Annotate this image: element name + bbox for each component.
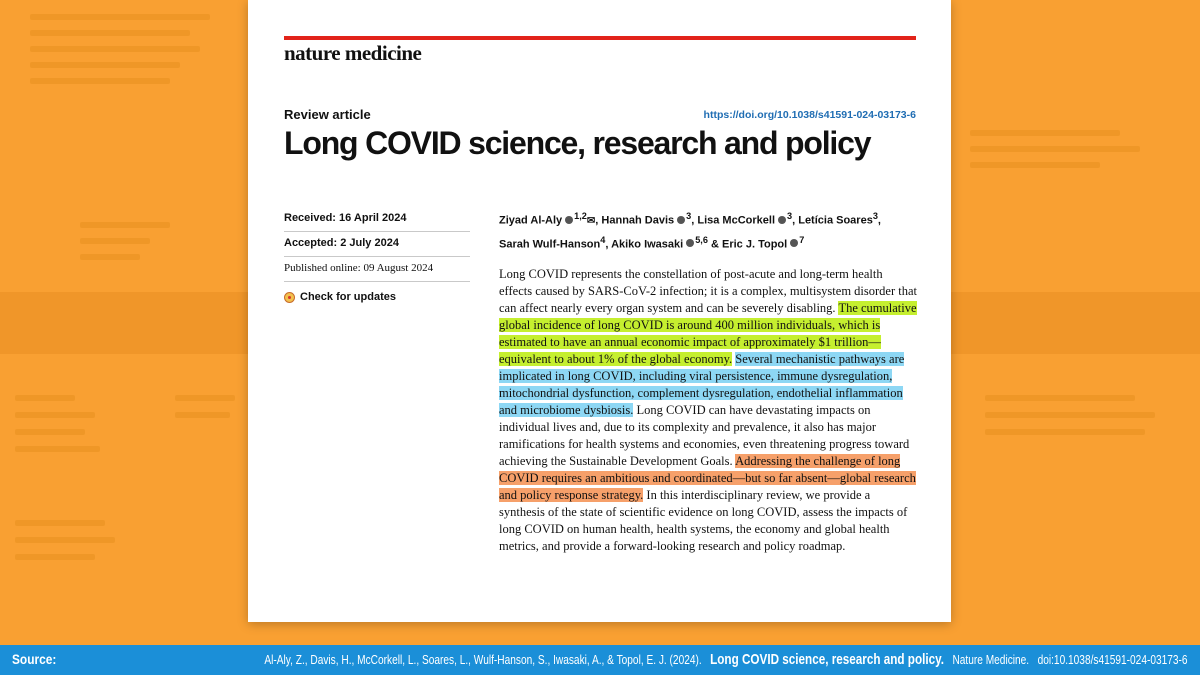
background-text-line — [985, 395, 1135, 401]
background-text-line — [30, 30, 190, 36]
highlight-blue: Several mechanistic pathways are implicated in long COVID, including viral persistence, immune dysregulation, mitochondrial dysfunction, complement dysregulation, endothelial inflammation and microbiome dysbiosis. — [499, 352, 905, 417]
article-type: Review article — [284, 107, 371, 122]
citation-journal: Nature Medicine. — [952, 652, 1030, 667]
check-updates-button[interactable] — [284, 282, 470, 307]
background-text-line — [15, 395, 75, 401]
background-text-line — [985, 412, 1155, 418]
crossmark-icon — [284, 292, 295, 303]
citation-authors: Al-Aly, Z., Davis, H., McCorkell, L., Soares, L., Wulf-Hanson, S., Iwasaki, A., & Topol, E. J. (2024). — [264, 652, 703, 667]
affiliation-ref: 3 — [872, 211, 878, 221]
background-text-line — [15, 429, 85, 435]
author-list: Ziyad Al-Aly $^{1,2}$✉, Hannah Davis $^3$, Lisa McCorkell $^3$, Letícia Soares$^3$, Sarah Wulf-Hanson$^4$, Akiko Iwasaki $^{5,6}$ & Eric J. Topol $^7$ — [499, 211, 881, 251]
background-text-line — [30, 62, 180, 68]
abstract-text: Long COVID can have devastating impacts on individual lives and, due to its complexity and prevalence, it also has major ramifications for health systems and economies, even threatening progress toward achieving the Sustainable Development Goals. — [499, 403, 910, 468]
author-name[interactable]: Ziyad Al-Aly — [499, 214, 563, 227]
background-text-line — [985, 429, 1145, 435]
doi-link[interactable]: https://doi.org/10.1038/s41591-024-03173-6 — [703, 109, 916, 121]
citation-title: Long COVID science, research and policy. — [710, 651, 945, 668]
abstract-text: In this interdisciplinary review, we provide a synthesis of the state of scientific evidence on long COVID, assess the impacts of long COVID on human health, health systems, the economy and global health metrics, and provide a forward-looking research and policy roadmap. — [499, 488, 908, 553]
published-date: Published online: 09 August 2024 — [284, 257, 470, 282]
background-text-line — [970, 162, 1100, 168]
highlight-orange: Addressing the challenge of long COVID requires an ambitious and coordinated—but so far absent—global research and policy response strategy. — [499, 454, 916, 502]
author-name[interactable]: & Eric J. Topol — [707, 238, 788, 251]
orcid-icon[interactable] — [565, 216, 573, 224]
background-text-line — [80, 254, 140, 260]
citation-doi: doi:10.1038/s41591-024-03173-6 — [1038, 652, 1188, 667]
background-text-line — [15, 446, 100, 452]
orcid-icon[interactable] — [790, 239, 798, 247]
background-text-line — [15, 520, 105, 526]
abstract — [499, 266, 917, 555]
orcid-icon[interactable] — [686, 239, 694, 247]
orcid-icon[interactable] — [778, 216, 786, 224]
abstract-text: Long COVID represents the constellation of post-acute and long-term health effects caused by SARS-CoV-2 infection; it is a complex, multisystem disorder that can affect nearly every organ system and can be severely disabling. — [499, 267, 917, 315]
article-title: Long COVID science, research and policy — [284, 125, 871, 161]
background-text-line — [80, 238, 150, 244]
background-text-line — [15, 554, 95, 560]
author-name[interactable]: , Akiko Iwasaki — [605, 238, 684, 251]
affiliation-ref: 5,6 — [695, 234, 708, 245]
article-page — [248, 0, 951, 622]
background-text-line — [30, 14, 210, 20]
highlight-green: The cumulative global incidence of long COVID is around 400 million individuals, which is estimated to have an annual economic impact of approximately $1 trillion—equivalent to about 1% of the global economy. — [499, 301, 917, 366]
received-date: Received: 16 April 2024 — [284, 207, 470, 232]
background-text-line — [970, 146, 1140, 152]
source-label: Source: — [12, 651, 57, 667]
journal-rule — [284, 36, 916, 40]
background-text-line — [15, 537, 115, 543]
affiliation-ref: 3 — [787, 211, 793, 221]
affiliation-ref: 3 — [686, 211, 692, 221]
source-citation — [265, 651, 1188, 668]
background-text-line — [175, 412, 230, 418]
background-text-line — [80, 222, 170, 228]
email-icon[interactable]: ✉ — [586, 215, 596, 227]
journal-name: nature medicine — [284, 41, 422, 65]
article-dates — [284, 207, 470, 307]
author-name[interactable]: , Hannah Davis — [595, 214, 675, 227]
orcid-icon[interactable] — [677, 216, 685, 224]
check-updates-label: Check for updates — [300, 291, 396, 303]
background-text-line — [970, 130, 1120, 136]
background-text-line — [30, 78, 170, 84]
affiliation-ref: 7 — [799, 234, 805, 245]
affiliation-ref: 1,2 — [574, 211, 587, 221]
background-text-line — [15, 412, 95, 418]
affiliation-ref: 4 — [600, 234, 606, 245]
accepted-date: Accepted: 2 July 2024 — [284, 232, 470, 257]
author-name[interactable]: , Letícia Soares — [792, 214, 873, 227]
author-name[interactable]: , Lisa McCorkell — [691, 214, 776, 227]
background-text-line — [175, 395, 235, 401]
background-text-line — [30, 46, 200, 52]
author-name[interactable]: Sarah Wulf-Hanson — [499, 238, 601, 251]
source-bar — [0, 645, 1200, 675]
